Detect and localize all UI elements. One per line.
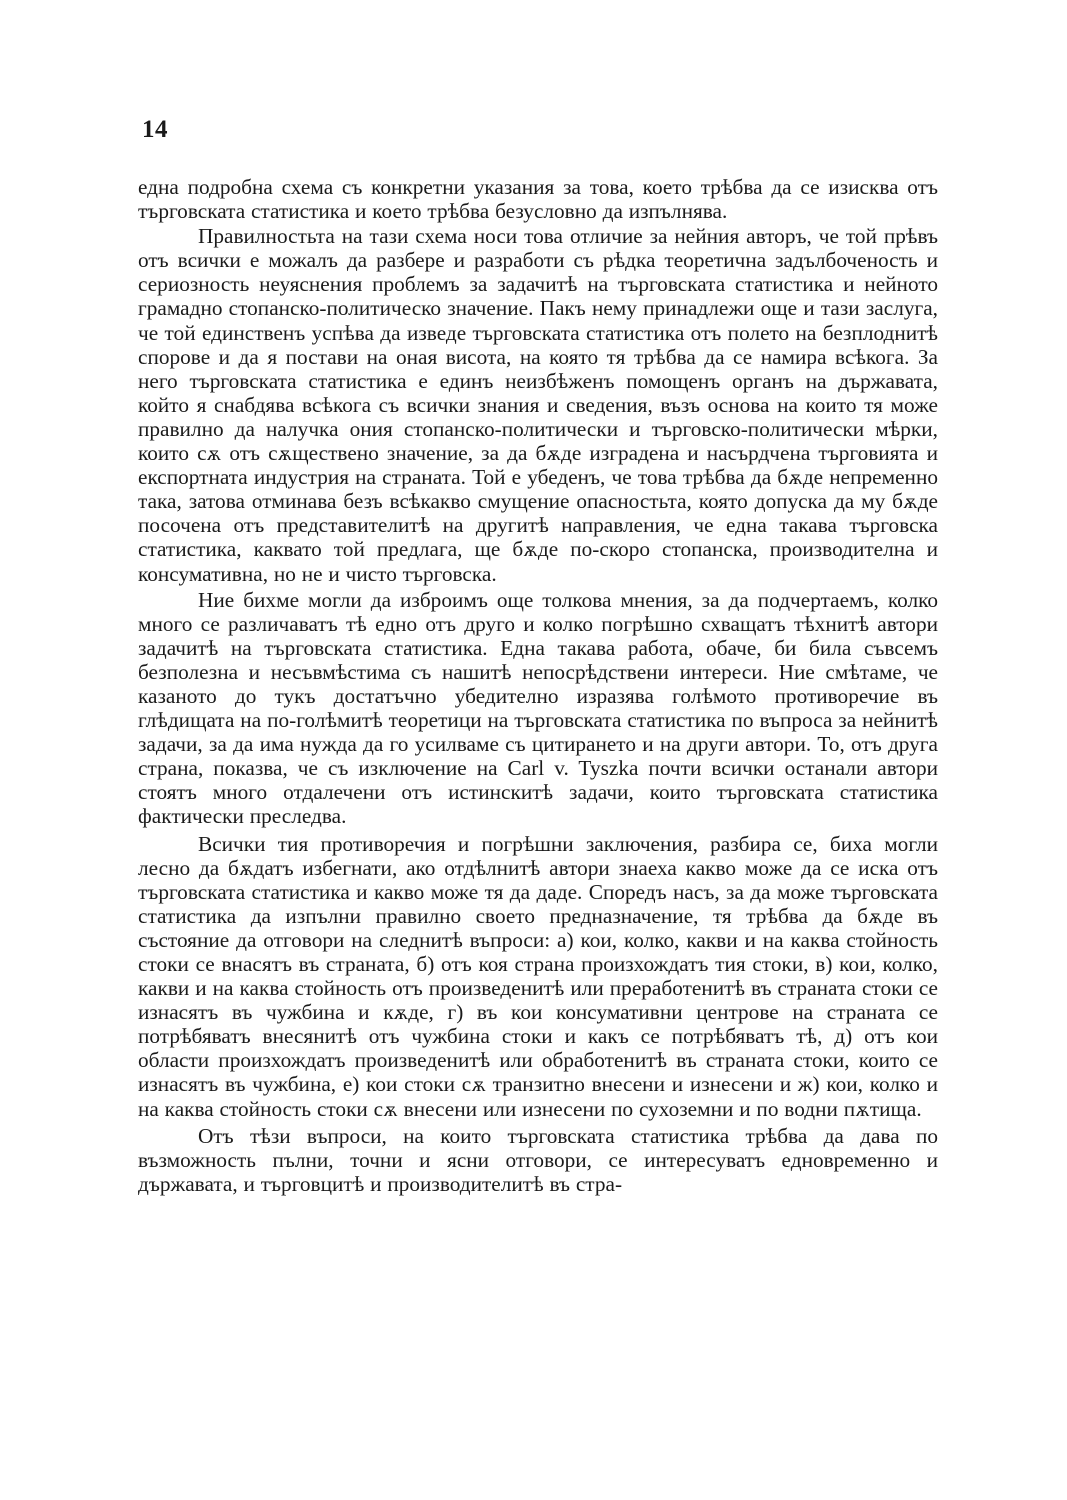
body-text [138,175,938,1196]
paragraph-opinions: Ние бихме могли да изброимъ още толкова мнения, за да подчертаемъ, колко много се различаватъ тѣ едно отъ друго и колко погрѣшно схващатъ тѣхнитѣ автори задачитѣ на търговската статистика. Една такава работа, обаче, би била съвсемъ безполезна и несъвмѣстима съ нашитѣ непосрѣдствени интереси. Ние смѣтаме, че казаното до тукъ достатъчно убедително изразява голѣмото противоречие въ глѣдищата на по-голѣмитѣ теоретици на търговската статистика по въпроса за нейнитѣ задачи, за да има нужда да го усилваме съ цитирането и на други автори. То, отъ друга страна, показва, че съ изключение на Carl v. Tyszka почти всички останали автори стоятъ много отдалечени отъ истинскитѣ задачи, които търговската статистика фактически преследва. [138,587,938,829]
paragraph-questions: Всички тия противоречия и погрѣшни заключения, разбира се, биха могли лесно да бѫдатъ избегнати, ако отдѣлнитѣ автори знаеха какво може да се иска отъ търговската статистика и какво може тя да даде. Споредъ насъ, за да може търговската статистика да изпълни правилно своето предназначение, тя трѣбва да бѫде въ състояние да отговори на следнитѣ въпроси: а) кои, колко, какви и на каква стойность стоки се внасятъ въ страната, б) отъ коя страна произхождатъ тия стоки, в) кои, колко, какви и на каква стойность отъ произведенитѣ или преработенитѣ въ страната стоки се изнасятъ въ чужбина и кѫде, г) въ кои консумативни центрове на страната се потрѣбяватъ внесянитѣ отъ чужбина стоки и какъ се потрѣбяватъ тѣ, д) отъ кои области произхождатъ произведенитѣ или обработенитѣ въ страната стоки, които се изнасятъ въ чужбина, е) кои стоки сѫ транзитно внесени и изнесени и ж) кои, колко и на каква стойность стоки сѫ внесени или изнесени по сухоземни и по водни пѫтища. [138,831,938,1121]
paragraph-interests: Отъ тѣзи въпроси, на които търговската статистика трѣбва да дава по възможность пълни, точни и ясни отговори, се интересуватъ едновременно и държавата, и търговцитѣ и производителитѣ въ стра- [138,1123,938,1196]
paragraph-author-scheme: Правилностьта на тази схема носи това отличие за нейния авторъ, че той прѣвъ отъ всички е можалъ да разбере и разработи съ рѣдка теоретична задълбоченость и сериозность неуяснения проблемъ за задачитѣ на търговската статистика и нейното грамадно стопанско-политическо значение. Пакъ нему принадлежи още и тази заслуга, че той единственъ успѣва да изведе търговската статистика отъ полето на безплоднитѣ спорове и да я постави на оная висота, на която тя трѣбва да се намира всѣкога. За него търговската статистика е единъ неизбѣженъ помощенъ органъ на държавата, който я снабдява всѣкога съ всички знания и сведения, възъ основа на които тя може правилно да налучка ония стопанско-политически и търговско-политически мѣрки, които сѫ отъ сѫществено значение, за да бѫде изградена и насърдчена търговията и експортната индустрия на страната. Той е убеденъ, че това трѣбва да бѫде непременно така, затова отминава безъ всѣкакво смущение опасностьта, която допуска да му бѫде посочена отъ представителитѣ на другитѣ направления, че една такава търговска статистика, каквато той предлага, ще бѫде по-скоро стопанска, производителна и консумативна, но не и чисто търговска. [138,224,938,586]
paragraph-continuation: една подробна схема съ конкретни указания за това, което трѣбва да се изисква отъ търговската статистика и което трѣбва безусловно да изпълнява. [138,175,938,224]
page-number: 14 [142,116,168,143]
